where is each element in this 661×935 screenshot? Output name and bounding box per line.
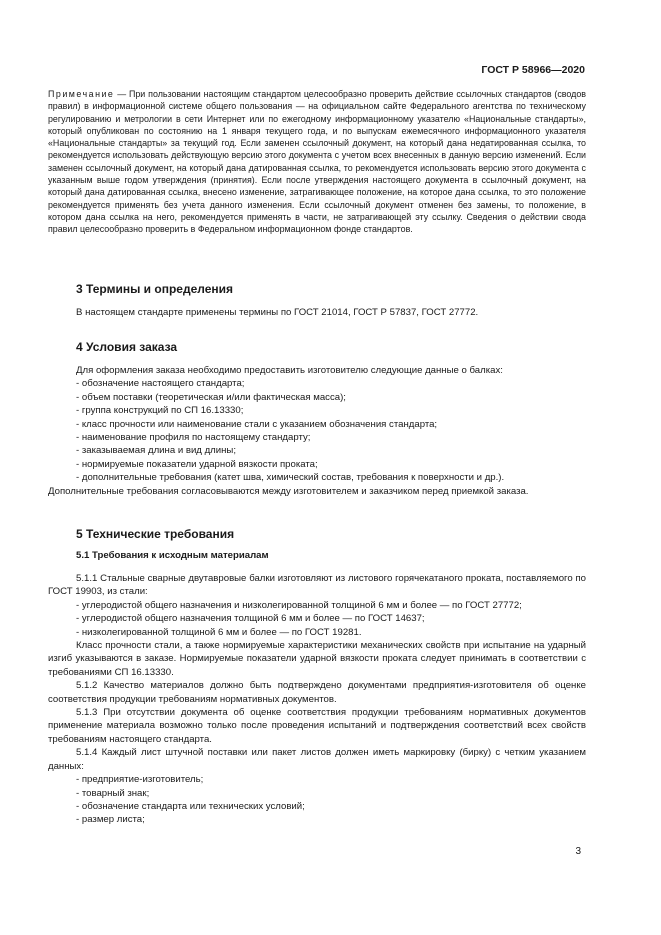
list-item: - класс прочности или наименование стали с указанием обозначения стандарта; bbox=[76, 418, 438, 430]
section-3-body bbox=[48, 306, 586, 319]
list-item: - наименование профиля по настоящему стандарту; bbox=[76, 432, 311, 444]
paragraph-5-1-1-tail: Класс прочности стали, а также нормируемые характеристики механических свойств при испытание на ударный изгиб указываются в заказе. Нормируемые показатели ударной вязкости проката следует принимать в соответствии с требованиями СП 16.13330. bbox=[48, 640, 586, 678]
list-item: - заказываемая длина и вид длины; bbox=[76, 445, 236, 457]
list-item: - обозначение настоящего стандарта; bbox=[76, 378, 245, 390]
section-3-heading: 3 Термины и определения bbox=[76, 282, 234, 296]
section-4-heading: 4 Условия заказа bbox=[76, 340, 178, 354]
list-item: - размер листа; bbox=[76, 814, 145, 826]
reference-note bbox=[48, 88, 586, 236]
paragraph-5-1-3: 5.1.3 При отсутствии документа об оценке соответствия продукции требованиям нормативных документов применение материала возможно только после проведения испытаний и подтверждения соответствий всех свойств требованиям настоящего стандарта. bbox=[48, 707, 586, 745]
paragraph-5-1-2: 5.1.2 Качество материалов должно быть подтверждено документами предприятия-изготовителя об оценке соответствия продукции требованиям нормативных документов. bbox=[48, 680, 586, 705]
standard-code-header: ГОСТ Р 58966—2020 bbox=[481, 64, 585, 76]
list-item: - углеродистой общего назначения и низколегированной толщиной 6 мм и более — по ГОСТ 27772; bbox=[76, 599, 522, 611]
list-item: - товарный знак; bbox=[76, 787, 150, 799]
section-4-intro: Для оформления заказа необходимо предоставить изготовителю следующие данные о балках: bbox=[76, 365, 503, 376]
note-label: Примечание bbox=[48, 89, 115, 99]
paragraph-5-1-4: 5.1.4 Каждый лист штучной поставки или пакет листов должен иметь маркировку (бирку) с четким указанием данных: bbox=[48, 747, 586, 772]
section-5-body bbox=[48, 572, 586, 827]
list-item: - дополнительные требования (катет шва, химический состав, требования к поверхности и др.). bbox=[76, 472, 505, 484]
section-4-tail: Дополнительные требования согласовываются между изготовителем и заказчиком перед приемкой заказа. bbox=[48, 485, 529, 497]
list-item: - углеродистой общего назначения толщиной 6 мм и более — по ГОСТ 14637; bbox=[76, 613, 425, 625]
page-number: 3 bbox=[575, 846, 581, 857]
list-item: - низколегированной толщиной 6 мм и более — по ГОСТ 19281. bbox=[76, 626, 362, 638]
subsection-5-1-heading: 5.1 Требования к исходным материалам bbox=[76, 550, 269, 561]
list-item: - объем поставки (теоретическая и/или фактическая масса); bbox=[76, 391, 346, 403]
section-5-heading: 5 Технические требования bbox=[76, 527, 235, 541]
list-item: - обозначение стандарта или технических условий; bbox=[76, 800, 305, 812]
section-4-body bbox=[48, 364, 586, 498]
list-item: - группа конструкций по СП 16.13330; bbox=[76, 405, 244, 417]
paragraph-5-1-1: 5.1.1 Стальные сварные двутавровые балки изготовляют из листового горячекатаного проката, поставляемого по ГОСТ 19903, из стали: bbox=[48, 573, 586, 598]
note-text: — При пользовании настоящим стандартом целесообразно проверить действие ссылочных стандартов (сводов правил) в информационной системе общего пользования — на официальном сайте Федерального агентства по техническому регулированию и метрологии в сети Интернет или по ежегодному информационному указателю «Национальные стандарты», который опубликован по состоянию на 1 января текущего года, и по выпускам ежемесячного информационного указателя «Национальные стандарты» за текущий год. Если заменен ссылочный документ, на который дана недатированная ссылка, то рекомендуется использовать действующую версию этого документа с учетом всех внесенных в данную версию изменений. Если заменен ссылочный документ, на который дана датированная ссылка, то рекомендуется использовать версию этого документа с указанным выше годом утверждения (принятия). Если после утверждения настоящего документа в ссылочный документ, на который дана датированная ссылка, внесено изменение, затрагивающее положение, на которое дана ссылка, то это положение рекомендуется применять без учета данного изменения. Если ссылочный документ отменен без замены, то положение, в котором дана ссылка на него, рекомендуется применять в части, не затрагивающей эту ссылку. Сведения о действии свода правил целесообразно проверить в Федеральном информационном фонде стандартов. bbox=[48, 89, 586, 235]
section-3-text: В настоящем стандарте применены термины по ГОСТ 21014, ГОСТ Р 57837, ГОСТ 27772. bbox=[76, 307, 479, 318]
list-item: - нормируемые показатели ударной вязкости проката; bbox=[76, 458, 318, 470]
list-item: - предприятие-изготовитель; bbox=[76, 774, 204, 786]
